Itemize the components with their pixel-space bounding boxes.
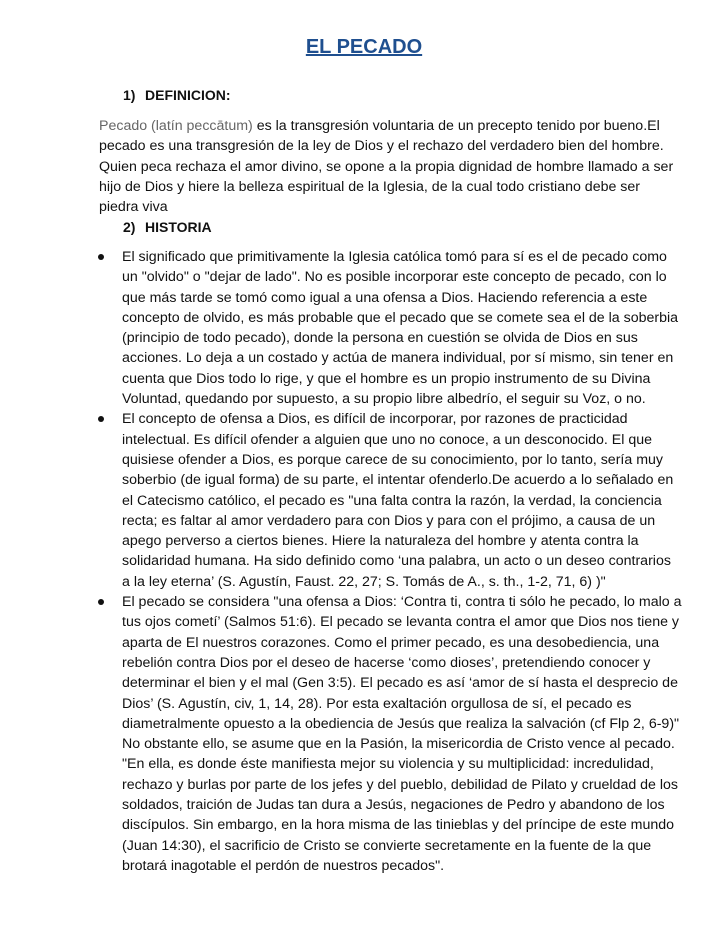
bullet-icon — [98, 254, 104, 260]
bullet-icon — [98, 416, 104, 422]
section-heading-definicion — [123, 85, 231, 105]
definition-paragraph — [99, 116, 677, 217]
section-heading-historia — [123, 217, 212, 237]
section-heading-label: HISTORIA — [145, 219, 212, 235]
list-item — [122, 592, 682, 876]
definition-text: es la transgresión voluntaria de un precepto tenido por bueno.El pecado es una transgresión de la ley de Dios y el rechazo del verdadero bien del hombre. Quien peca rechaza el amor divino, se opone a la propia dignidad de hombre llamado a ser hijo de Dios y hiere la belleza espiritual de la Iglesia, de la cual todo cristiano debe ser piedra viva — [99, 118, 674, 216]
list-item — [122, 247, 682, 409]
list-item-text: El concepto de ofensa a Dios, es difícil de incorporar, por razones de practicidad intelectual. Es difícil ofender a alguien que uno no conoce, a un desconocido. El que quisiese ofender a Dios, es porque carece de su conocimiento, por lo tanto, sería muy soberbio (de igual forma) de su parte, el intentar ofenderlo.De acuerdo a lo señalado en el Catecismo católico, el pecado es "una falta contra la razón, la verdad, la conciencia recta; es faltar al amor verdadero para con Dios y para con el prójimo, a causa de un apego perverso a ciertos bienes. Hiere la naturaleza del hombre y atenta contra la solidaridad humana. Ha sido definido como ‘una palabra, un acto o un deseo contrarios a la ley eterna’ (S. Agustín, Faust. 22, 27; S. Tomás de A., s. th., 1-2, 71, 6) )" — [122, 411, 674, 590]
list-item-text: El pecado se considera "una ofensa a Dios: ‘Contra ti, contra ti sólo he pecado, lo malo a tus ojos cometí’ (Salmos 51:6). El pecado se levanta contra el amor que Dios nos tiene y aparta de El nuestros corazones. Como el primer pecado, es una desobediencia, una rebelión contra Dios por el deseo de hacerse ‘como dioses’, pretendiendo conocer y determinar el bien y el mal (Gen 3:5). El pecado es así ‘amor de sí hasta el desprecio de Dios’ (S. Agustín, civ, 1, 14, 28). Por esta exaltación orgullosa de sí, el pecado es diametralmente opuesto a la obediencia de Jesús que realiza la salvación (cf Flp 2, 6-9)" No obstante ello, se asume que en la Pasión, la misericordia de Cristo vence al pecado. "En ella, es donde éste manifiesta mejor su violencia y su multiplicidad: incredulidad, rechazo y burlas por parte de los jefes y del pueblo, debilidad de Pilato y crueldad de los soldados, traición de Judas tan dura a Jesús, negaciones de Pedro y abandono de los discípulos. Sin embargo, en la hora misma de las tinieblas y del príncipe de este mundo (Juan 14:30), el sacrificio de Cristo se convierte secretamente en la fuente de la que brotará inagotable el perdón de nuestros pecados". — [122, 594, 682, 874]
section-number: 1) — [123, 87, 136, 103]
historia-list — [0, 247, 728, 876]
bullet-icon — [98, 599, 104, 605]
definition-lead: Pecado (latín peccātum) — [99, 118, 253, 134]
section-heading-label: DEFINICION: — [145, 87, 231, 103]
list-item-text: El significado que primitivamente la Iglesia católica tomó para sí es el de pecado como un "olvido" o "dejar de lado". No es posible incorporar este concepto de pecado, con lo que más tarde se tomó como igual a una ofensa a Dios. Haciendo referencia a este concepto de olvido, es más probable que el pecado que se comete sea el de la soberbia (principio de todo pecado), donde la persona en cuestión se olvida de Dios en sus acciones. Lo deja a un costado y actúa de manera individual, por sí mismo, sin tener en cuenta que Dios todo lo rige, y que el hombre es un propio instrumento de su Divina Voluntad, quedando por supuesto, a su propio libre albedrío, el seguir su Voz, o no. — [122, 249, 679, 408]
section-number: 2) — [123, 219, 136, 235]
page-title: EL PECADO — [305, 36, 423, 58]
list-item — [122, 409, 682, 592]
